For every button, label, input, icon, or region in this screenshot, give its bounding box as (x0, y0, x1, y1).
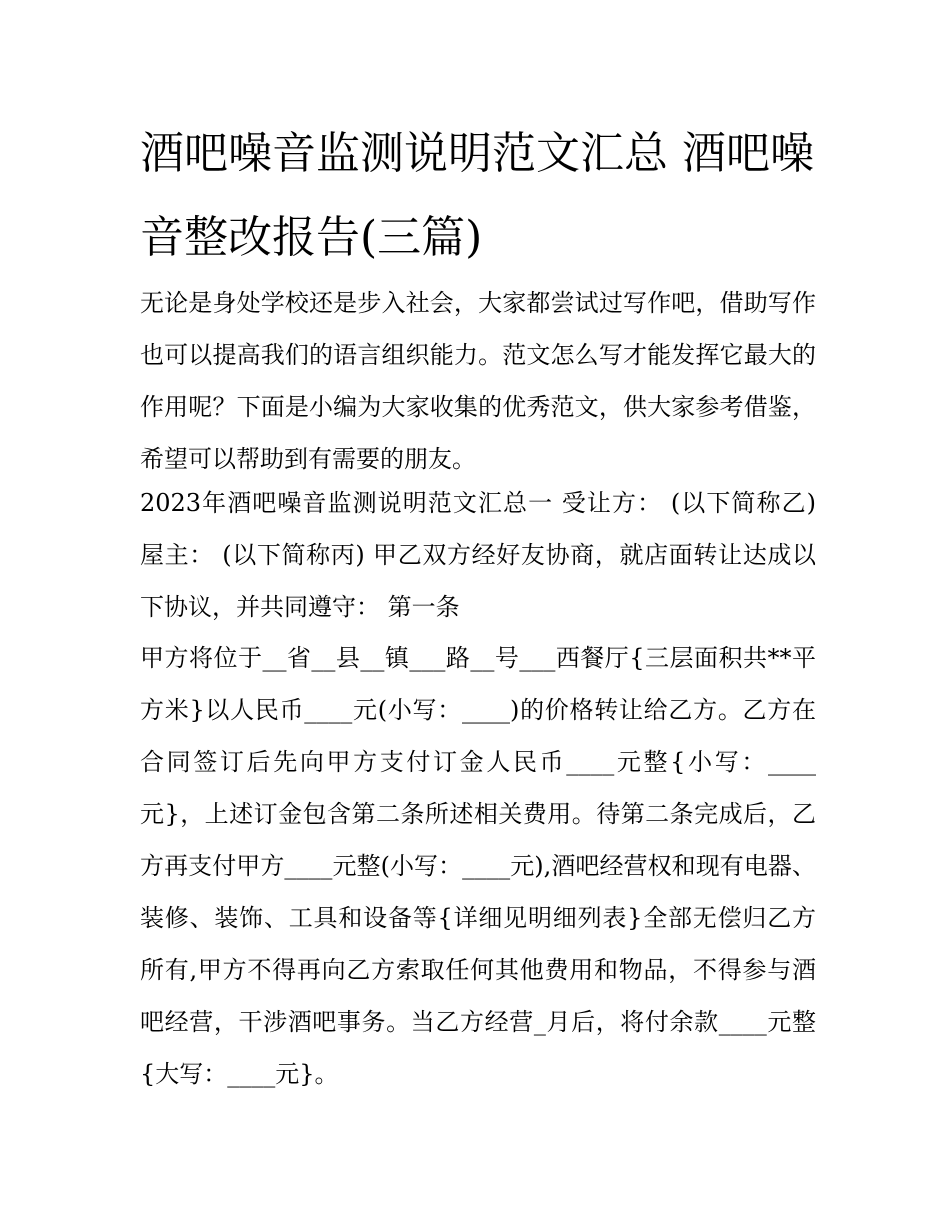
article-one-paragraph: 甲方将位于__省__县__镇___路__号___西餐厅{三层面积共**平方米}以人民币____元(小写：____)的价格转让给乙方。乙方在合同签订后先向甲方支付订金人民币____元整{小写：____元}，上述订金包含第二条所述相关费用。待第二条完成后，乙方再支付甲方____元整(小写：____元),酒吧经营权和现有电器、装修、装饰、工具和设备等{详细见明细列表}全部无偿归乙方所有,甲方不得再向乙方索取任何其他费用和物品，不得参与酒吧经营，干涉酒吧事务。当乙方经营_月后，将付余款____元整{大写：____元}。 (140, 644, 816, 1088)
agreement-intro-paragraph: 2023年酒吧噪音监测说明范文汇总一 受让方： (以下简称乙) 屋主： (以下简称丙) 甲乙双方经好友协商，就店面转让达成以下协议，并共同遵守： 第一条 (140, 489, 816, 621)
intro-paragraph: 无论是身处学校还是步入社会，大家都尝试过写作吧，借助写作也可以提高我们的语言组织能力。范文怎么写才能发挥它最大的作用呢？下面是小编为大家收集的优秀范文，供大家参考借鉴，希望可以帮助到有需要的朋友。 (140, 289, 816, 473)
document-title: 酒吧噪音监测说明范文汇总 酒吧噪音整改报告(三篇) (140, 128, 814, 263)
